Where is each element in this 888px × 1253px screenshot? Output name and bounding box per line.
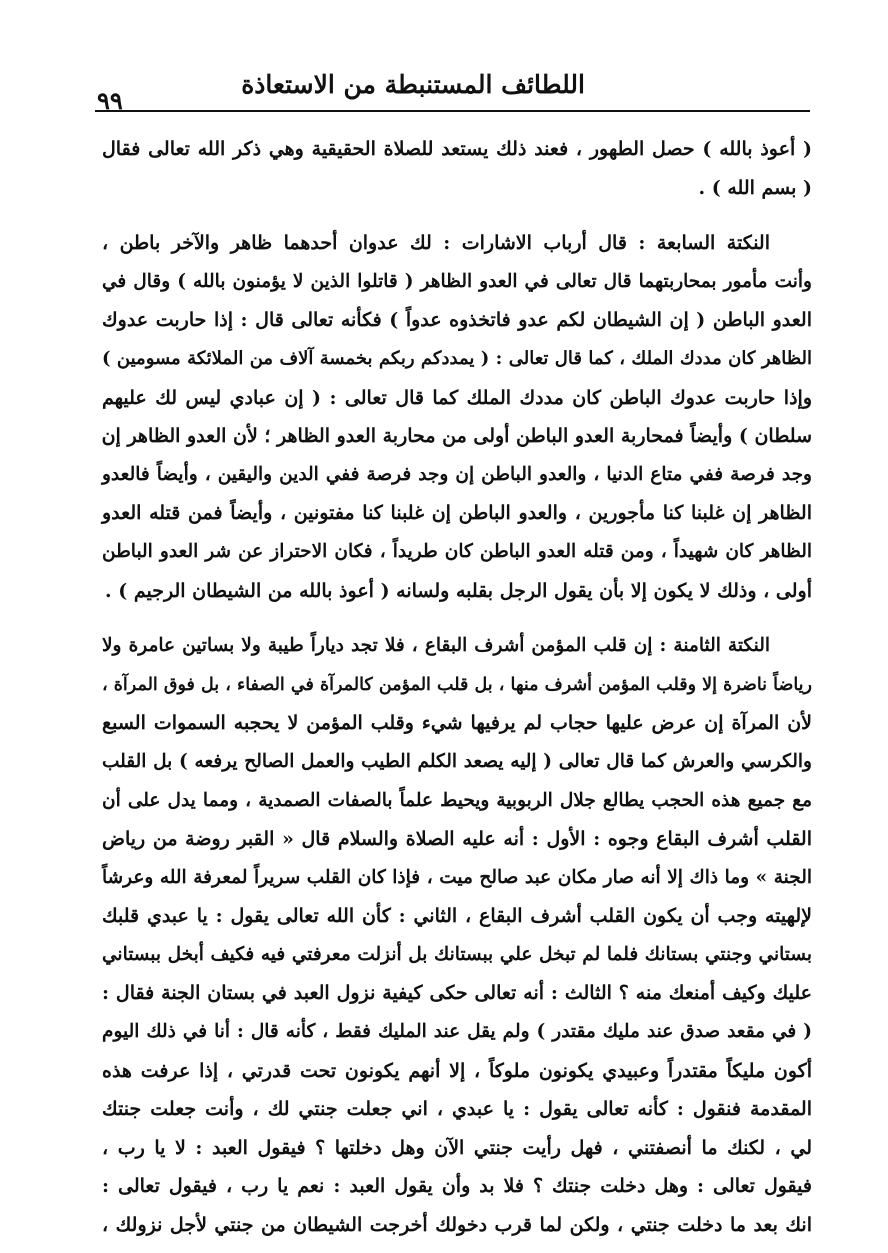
text-line: القلب أشرف البقاع وجوه : الأول : أنه عليه الصلاة والسلام قال « القبر روضة من رياض <box>102 828 812 851</box>
paragraph-continuation <box>102 130 812 207</box>
text-line: النكتة الثامنة : إن قلب المؤمن أشرف البقاع ، فلا تجد دياراً طيبة ولا بساتين عامرة ولا <box>102 635 770 657</box>
paragraph-eighth-point <box>102 627 812 1245</box>
text-line: سلطان ) وأيضاً فمحاربة العدو الباطن أولى من محاربة العدو الظاهر ؛ لأن العدو الظاهر إن <box>101 425 812 448</box>
text-line: أكون مليكاً مقتدراً وعبيدي يكونون ملوكاً ، إلا أنهم يكونون تحت قدرتي ، إذا عرفت هذه <box>102 1059 812 1082</box>
text-line: النكتة السابعة : قال أرباب الاشارات : لك عدوان أحدهما ظاهر والآخر باطن ، <box>102 232 770 255</box>
running-title: اللطائف المستنبطة من الاستعاذة <box>241 70 585 99</box>
text-line: وجد فرصة ففي متاع الدنيا ، والعدو الباطن إن وجد فرصة ففي الدين واليقين ، وأيضاً فالعدو <box>102 463 812 485</box>
text-line: وإذا حاربت عدوك الباطن كان مددك الملك كما قال تعالى : ( إن عبادي ليس لك عليهم <box>102 386 812 409</box>
text-line: والكرسي والعرش كما قال تعالى ( إليه يصعد الكلم الطيب والعمل الصالح يرفعه ) بل القلب <box>102 750 812 772</box>
text-line: لأن المرآة إن عرض عليها حجاب لم يرفيها شيء وقلب المؤمن لا يحجبه السموات السبع <box>102 712 812 735</box>
text-line: الظاهر كان مددك الملك ، كما قال تعالى : ( يمددكم ربكم بخمسة آلاف من الملائكة مسومين ) <box>102 347 812 369</box>
text-line: عليك وكيف أمنعك منه ؟ الثالث : أنه تعالى حكى كيفية نزول العبد في بستان الجنة فقال : <box>102 982 812 1005</box>
text-line: الظاهر كان شهيداً ، ومن قتله العدو الباطن كان طريداً ، فكان الاحتراز عن شر العدو الباطن <box>102 540 812 562</box>
text-line: ( أعوذ بالله ) حصل الطهور ، فعند ذلك يستعد للصلاة الحقيقية وهي ذكر الله تعالى فقال <box>102 138 812 160</box>
text-line: لإلهيته وجب أن يكون القلب أشرف البقاع ، الثاني : كأن الله تعالى يقول : يا عبدي قلبك <box>102 905 812 928</box>
text-line: رياضاً ناضرة إلا وقلب المؤمن أشرف منها ، بل قلب المؤمن كالمرآة في الصفاء ، بل فوق المرآة ، <box>102 674 812 695</box>
text-line: الجنة » وما ذاك إلا أنه صار مكان عبد صالح ميت ، فإذا كان القلب سريراً لمعرفة الله وعرشاً <box>102 866 812 888</box>
text-line: أولى ، وذلك لا يكون إلا بأن يقول الرجل بقلبه ولسانه ( أعوذ بالله من الشيطان الرجيم ) . <box>105 579 812 602</box>
header-rule <box>95 110 810 112</box>
text-line: مع جميع هذه الحجب يطالع جلال الربوبية ويحيط علماً بالصفات الصمدية ، ومما يدل على أن <box>102 789 812 811</box>
running-header <box>95 62 810 114</box>
text-line: بستاني وجنتي بستانك فلما لم تبخل علي ببستانك بل أنزلت معرفتي فيه فكيف أبخل ببستاني <box>102 943 812 965</box>
page-number: ٩٩ <box>97 86 123 115</box>
text-line: فيقول تعالى : وهل دخلت جنتك ؟ فلا بد وأن يقول العبد : نعم يا رب ، فيقول تعالى : <box>102 1175 812 1198</box>
text-line: الظاهر إن غلبنا كنا مأجورين ، والعدو الباطن إن غلبنا كنا مفتونين ، وأيضاً فمن قتله العدو <box>102 502 812 525</box>
text-line: ( في مقعد صدق عند مليك مقتدر ) ولم يقل عند المليك فقط ، كأنه قال : أنا في ذلك اليوم <box>102 1021 812 1043</box>
text-line: انك بعد ما دخلت جنتي ، ولكن لما قرب دخولك أخرجت الشيطان من جنتي لأجل نزولك ، <box>102 1214 812 1237</box>
text-line: وأنت مأمور بمحاربتهما قال تعالى في العدو الظاهر ( قاتلوا الذين لا يؤمنون بالله ) وقال في <box>102 270 812 292</box>
text-line: ( بسم الله ) . <box>698 176 812 199</box>
text-line: لي ، لكنك ما أنصفتني ، فهل رأيت جنتي الآن وهل دخلتها ؟ فيقول العبد : لا يا رب ، <box>102 1136 812 1159</box>
text-line: المقدمة فنقول : كأنه تعالى يقول : يا عبدي ، اني جعلت جنتي لك ، وأنت جعلت جنتك <box>102 1098 812 1121</box>
body-text <box>102 130 812 1245</box>
paragraph-seventh-point <box>102 224 812 610</box>
text-line: العدو الباطن ( إن الشيطان لكم عدو فاتخذوه عدواً ) فكأنه تعالى قال : إذا حاربت عدوك <box>102 309 812 332</box>
